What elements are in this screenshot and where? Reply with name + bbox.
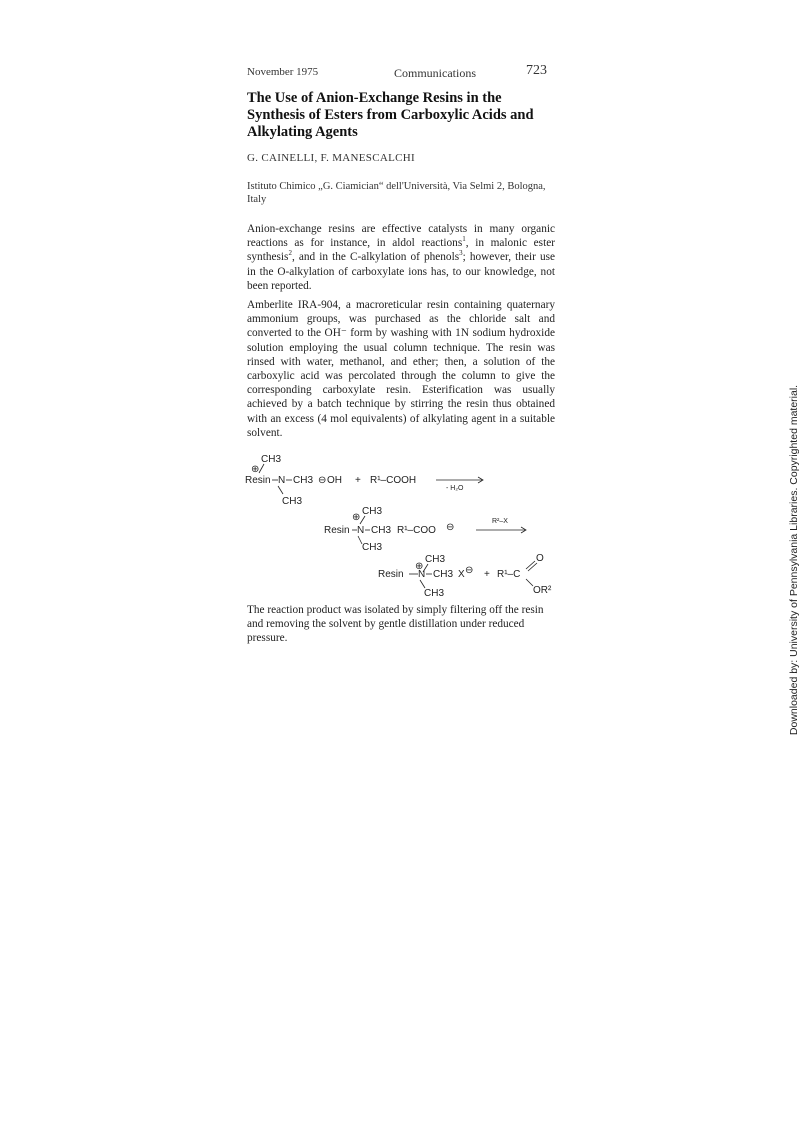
n-3: N [418, 569, 426, 580]
ester-r1-c: R¹–C [497, 569, 521, 580]
ch3-right-2: CH3 [371, 525, 392, 536]
ref-2: 2 [288, 249, 292, 258]
bond-up-1 [259, 464, 264, 473]
paragraph-method: Amberlite IRA-904, a macroreticular resin containing quaternary ammonium groups, was purchased as the chloride salt and converted to the OH⁻ form by washing with 1N sodium hydroxide solution employing the usual column technique. The resin was rinsed with water, methanol, and ether; then, a solution of the carboxylic acid was percolated through the column to give the corresponding carboxylate resin. Esterification was usually achieved by a batch technique by stirring the resin thus obtained with an excess (4 mol equivalents) of alkylating agent in a suitable solvent. [247, 299, 555, 439]
ch3-right-3: CH3 [433, 569, 454, 580]
ch3-top-2: CH3 [362, 506, 383, 517]
minus-charge-2: ⊖ [446, 522, 455, 533]
bond-c-o-double-b [528, 563, 537, 571]
affiliation: Istituto Chimico „G. Ciamician“ dell'Università, Via Selmi 2, Bologna, Italy [247, 181, 546, 205]
plus-operator-1: + [355, 475, 361, 486]
bond-down-3 [420, 580, 425, 588]
minus-charge-3: ⊖ [465, 565, 474, 576]
download-watermark: Downloaded by: University of Pennsylvania Libraries. Copyrighted material. [788, 384, 800, 736]
n-2: N [357, 525, 365, 536]
plus-operator-3: + [484, 569, 490, 580]
plus-charge-3: ⊕ [415, 561, 424, 572]
halide-anion: X [458, 569, 465, 580]
paragraph-intro [247, 222, 555, 293]
resin-3: Resin [378, 569, 404, 580]
authors: G. CAINELLI, F. MANESCALCHI [247, 152, 415, 164]
bond-c-or2 [526, 579, 533, 586]
intro-text-a: Anion-exchange resins are effective catalysts in many organic reactions as for instance, in aldol reactions [247, 223, 555, 250]
ch3-bottom-2: CH3 [362, 542, 383, 553]
header-section: Communications [394, 66, 476, 80]
ch3-right-1: CH3 [293, 475, 314, 486]
plus-charge-2: ⊕ [352, 512, 361, 523]
ch3-bottom-1: CH3 [282, 496, 303, 507]
carboxylic-acid: R¹–COOH [370, 475, 417, 486]
header-page-number: 723 [526, 63, 547, 78]
intro-text-b: , in malonic ester synthesis [247, 237, 555, 264]
header-date: November 1975 [247, 66, 319, 78]
resin-2: Resin [324, 525, 350, 536]
reaction-scheme [240, 452, 570, 602]
bond-c-o-double-a [526, 561, 535, 569]
paragraph-isolation: The reaction product was isolated by simply filtering off the resin and removing the solvent by gentle distillation under reduced pressure. [247, 604, 544, 645]
arrow2-label: R²–X [492, 518, 508, 525]
carbonyl-oxygen: O [536, 553, 544, 564]
plus-charge-1: ⊕ [251, 464, 260, 475]
ch3-top-1: CH3 [261, 454, 282, 465]
arrow1-label: - H₂O [446, 485, 464, 492]
ch3-bottom-3: CH3 [424, 588, 445, 599]
hydroxide: OH [327, 475, 342, 486]
ref-1: 1 [462, 235, 466, 244]
minus-charge-1: ⊖ [318, 475, 327, 486]
carboxylate-anion: R¹–COO [397, 525, 436, 536]
intro-text-d: ; however, their use in the O-alkylation of carboxylate ions has, to our knowledge, not been reported. [247, 251, 556, 292]
resin-1: Resin [245, 475, 271, 486]
ch3-top-3: CH3 [425, 554, 446, 565]
n-1: N [278, 475, 286, 486]
alkoxy-group: OR² [533, 585, 552, 596]
ref-3: 3 [459, 249, 463, 258]
bond-up-2 [360, 516, 365, 524]
bond-down-1 [278, 486, 283, 494]
intro-text-c: , and in the C-alkylation of phenols [291, 251, 460, 264]
article-title: The Use of Anion-Exchange Resins in the Synthesis of Esters from Carboxylic Acids and Alkylating Agents [247, 90, 534, 140]
